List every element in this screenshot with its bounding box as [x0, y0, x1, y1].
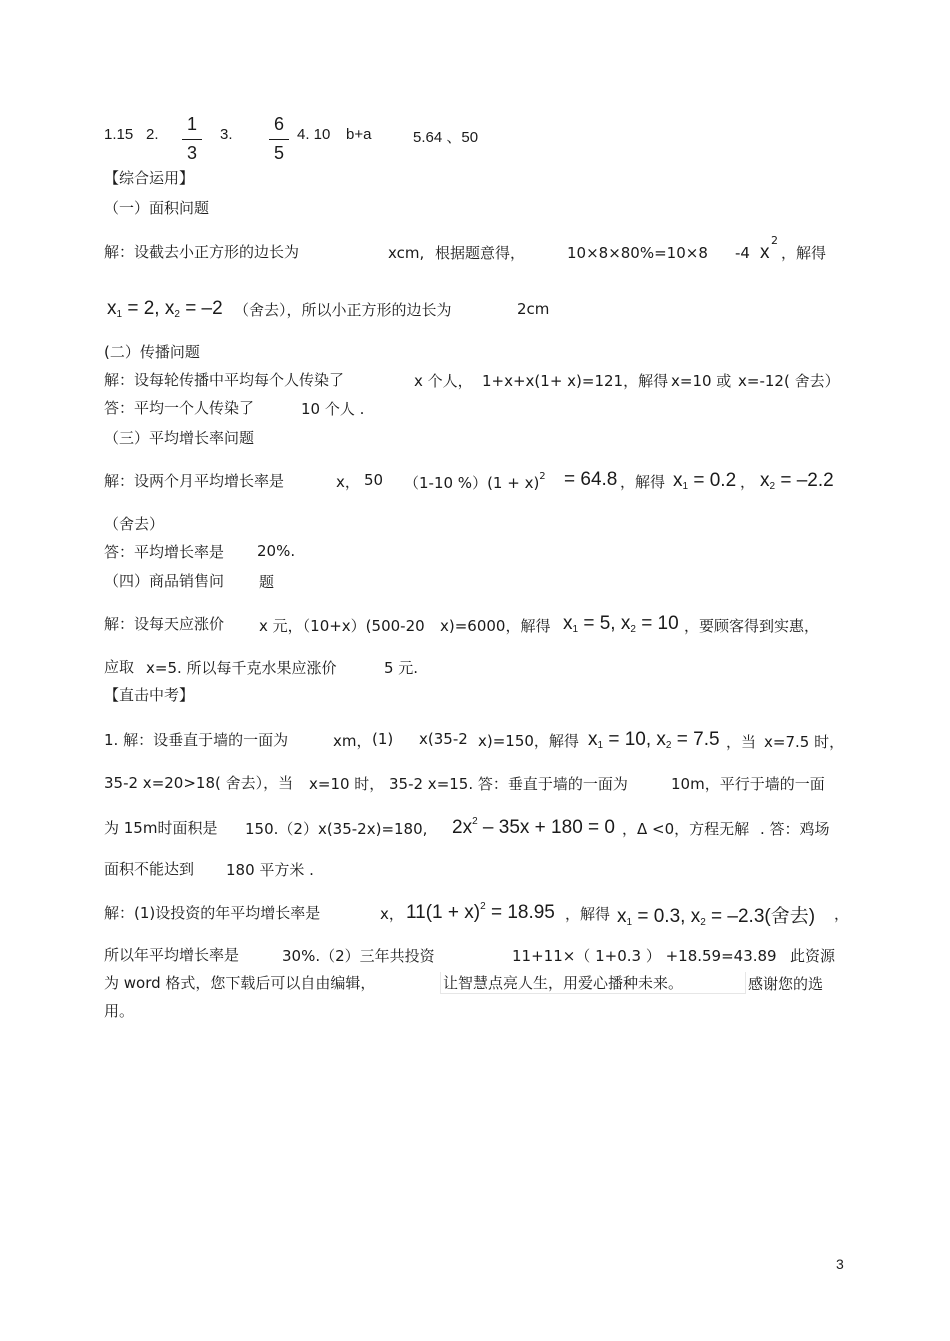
text	[104, 542, 224, 562]
eq: = –2.3(舍去)	[711, 906, 816, 927]
subscript: 1	[626, 917, 633, 928]
page-number: 3	[836, 1256, 844, 1272]
subsection-sales: （四）商品销售问	[104, 572, 225, 590]
var-x: x	[673, 470, 683, 491]
var-x: x	[563, 613, 573, 634]
eq	[588, 729, 720, 751]
answer-3-label: 3.	[220, 126, 233, 143]
text: 20%.	[257, 542, 296, 560]
text: （舍去），所以小正方形的边长为	[234, 301, 452, 319]
text: （舍去）	[104, 515, 165, 533]
var-x: x	[760, 470, 770, 491]
text: ，解得	[620, 473, 666, 491]
text: 2cm	[517, 300, 550, 318]
text: 解：设每轮传播中平均每个人传染了	[104, 371, 345, 389]
eq	[673, 470, 736, 492]
text: x，	[380, 905, 404, 923]
area-solution-line-1	[104, 242, 299, 262]
subscript: 2	[174, 309, 180, 320]
subscript: 1	[572, 624, 579, 635]
text: 解：设截去小正方形的边长为	[104, 243, 300, 261]
fraction-one-third	[182, 114, 202, 165]
subsection-spread: (二）传播问题	[104, 343, 200, 361]
text: x)=150，解得	[478, 732, 579, 750]
equation: -4	[735, 244, 750, 262]
eq: = 2, x	[127, 298, 175, 319]
text: 1. 解：设垂直于墙的一面为	[104, 731, 289, 749]
eq: – 35x + 180 = 0	[482, 817, 615, 838]
eq: = 7.5	[676, 729, 720, 750]
fraction-numerator: 6	[273, 114, 284, 134]
text: 感谢您的选	[748, 975, 824, 993]
eq: = 10, x	[608, 729, 666, 750]
text: 此资源	[790, 947, 836, 965]
text: 答：平均一个人传染了	[104, 399, 255, 417]
text: 所以年平均增长率是	[104, 946, 240, 964]
text: x=7.5 时，	[764, 733, 845, 751]
text: . 答：鸡场	[760, 820, 830, 838]
text	[104, 398, 254, 418]
eq: 11(1 + x)	[406, 902, 481, 923]
text: 用。	[104, 1002, 135, 1020]
text: 面积不能达到	[104, 860, 195, 878]
answer-4: 4. 10	[297, 126, 331, 143]
subsection-growth: （三）平均增长率问题	[104, 429, 255, 447]
eq: = 18.95	[490, 902, 555, 923]
eq: = –2	[185, 298, 223, 319]
text: ，	[834, 905, 850, 923]
subscript: 2	[630, 624, 636, 635]
text: x)=6000，解得	[440, 617, 551, 635]
var-x: x	[760, 242, 770, 263]
var-x: x	[588, 729, 598, 750]
solution-roots	[107, 298, 223, 320]
text: x(35-2	[419, 730, 468, 748]
exponent: 2	[472, 816, 478, 827]
eq: = 5, x	[583, 613, 631, 634]
fraction-bar	[182, 139, 202, 140]
eq	[452, 816, 615, 839]
fraction-numerator: 1	[186, 114, 197, 134]
text: 1+x+x(1+ x)=121，解得	[482, 372, 669, 390]
text: 35-2 x=15. 答：垂直于墙的一面为	[389, 775, 628, 793]
section-heading-zhiji: 【直击中考】	[104, 686, 195, 704]
exponent: 2	[771, 234, 778, 247]
var-x: x	[107, 298, 117, 319]
equation: 10×8×80%=10×8	[567, 244, 708, 262]
eq	[760, 470, 834, 492]
answer-4-expr: b+a	[346, 126, 372, 143]
var-x: x	[617, 906, 627, 927]
text: x 个人，	[414, 372, 473, 390]
text: 答：平均增长率是	[104, 543, 225, 561]
text: ，	[740, 473, 756, 491]
text: ，要顾客得到实惠，	[684, 617, 820, 635]
text: 应取	[104, 658, 135, 676]
promo-text: 让智慧点亮人生，用爱心播种未来。	[440, 972, 746, 994]
subscript: 2	[665, 740, 672, 751]
eq: （1-10 %）(1 + x)	[404, 474, 540, 492]
subscript: 1	[597, 740, 604, 751]
text: 10 个人 .	[301, 400, 365, 418]
eq: 2x	[452, 817, 473, 838]
fraction-denominator: 5	[273, 143, 284, 163]
text: 10m，平行于墙的一面	[671, 775, 825, 793]
text: ，解得	[565, 905, 611, 923]
subscript: 1	[116, 309, 123, 320]
text: 为 word 格式，您下载后可以自由编辑，	[104, 974, 376, 992]
eq	[406, 901, 555, 924]
exponent: 2	[480, 901, 486, 912]
text: 35-2 x=20>18( 舍去），当	[104, 774, 294, 792]
text: x 元，（10+x）(500-20	[259, 617, 425, 635]
text: x=10 或	[671, 372, 732, 390]
text: x，	[336, 473, 360, 491]
eq	[563, 613, 679, 635]
xcm: xcm,	[388, 244, 425, 262]
text: 根据题意得，	[435, 244, 526, 262]
exponent: 2	[539, 471, 546, 482]
text: 30%.（2）三年共投资	[282, 947, 435, 965]
eq: = –2.2	[780, 470, 834, 491]
text: 解：设两个月平均增长率是	[104, 472, 285, 490]
subsection-area: （一）面积问题	[104, 199, 210, 217]
text: 50	[364, 471, 384, 489]
eq: = 64.8	[564, 469, 618, 490]
subscript: 1	[682, 481, 689, 492]
answer-1: 1.15	[104, 126, 134, 143]
text: ，Δ <0，方程无解	[622, 820, 750, 838]
text: 题	[259, 573, 275, 591]
eq: = 10	[641, 613, 679, 634]
subscript: 2	[700, 917, 706, 928]
text: x=5. 所以每千克水果应涨价	[146, 659, 337, 677]
text: 解：(1)设投资的年平均增长率是	[104, 904, 321, 922]
subscript: 2	[769, 481, 776, 492]
text: 5 元.	[384, 659, 419, 677]
text: ，当	[726, 733, 757, 751]
text: 解：设每天应涨价	[104, 615, 225, 633]
text: x=-12( 舍去）	[738, 372, 840, 390]
fraction-six-fifths	[269, 114, 289, 165]
text: 为 15m时面积是	[104, 819, 218, 837]
text: 11+11×（ 1+0.3 ） +18.59=43.89	[512, 947, 777, 965]
fraction-denominator: 3	[186, 143, 197, 163]
text: 180 平方米 .	[226, 861, 314, 879]
fraction-bar	[269, 139, 289, 140]
section-heading-zonghe: 【综合运用】	[104, 169, 195, 187]
eq: = 0.3, x	[637, 906, 701, 927]
answer-2-label: 2.	[146, 126, 159, 143]
text: (1)	[372, 730, 394, 748]
answer-5: 5.64 、50	[413, 129, 479, 146]
eq	[617, 901, 815, 928]
text: xm，	[333, 732, 372, 750]
text: x=10 时，	[309, 775, 385, 793]
text: 150.（2）x(35-2x)=180,	[245, 820, 428, 838]
text	[404, 471, 546, 493]
eq: = 0.2	[693, 470, 737, 491]
text: ，解得	[781, 244, 827, 262]
